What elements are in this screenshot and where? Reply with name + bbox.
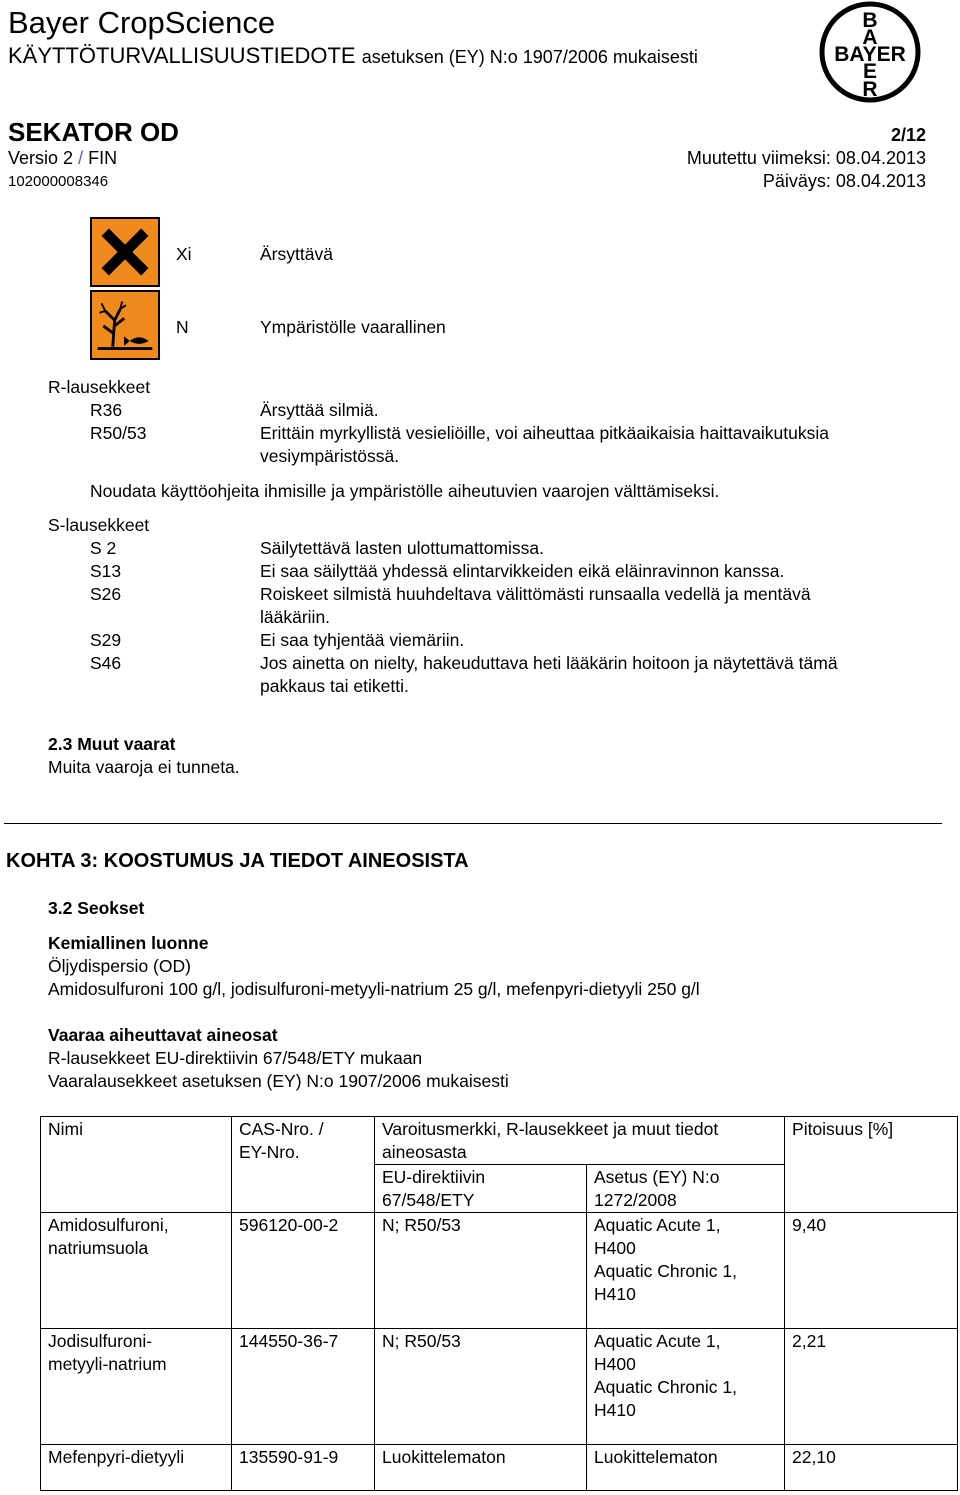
cell-clp: Luokittelematon: [587, 1445, 785, 1491]
r-phrase-text: Ärsyttää silmiä.: [260, 400, 379, 420]
version-info: Versio 2 / FIN: [8, 148, 118, 168]
table-row: [41, 1329, 958, 1445]
mixtures-heading: 3.2 Seokset: [48, 898, 145, 918]
other-hazards-text: Muita vaaroja ei tunneta.: [48, 757, 240, 777]
cell-name: Jodisulfuroni- metyyli-natrium: [41, 1329, 232, 1445]
hazardous-components-heading: Vaaraa aiheuttavat aineosat: [48, 1025, 278, 1045]
r-phrase-code: R50/53: [90, 423, 147, 443]
cell-concentration: 2,21: [785, 1329, 958, 1445]
s-phrase-code: S29: [90, 630, 122, 650]
hazardous-components-text: R-lausekkeet EU-direktiivin 67/548/ETY mukaan: [48, 1048, 423, 1068]
header-hazard: Varoitusmerkki, R-lausekkeet ja muut tiedot aineosasta: [375, 1117, 785, 1165]
cell-cas: 596120-00-2: [232, 1213, 375, 1329]
print-date: Päiväys: 08.04.2013: [762, 171, 926, 191]
chemical-nature-text: Öljydispersio (OD): [48, 956, 191, 976]
document-id: 102000008346: [8, 173, 109, 190]
svg-text:A: A: [862, 26, 878, 49]
r-phrase-text: Erittäin myrkyllistä vesieliöille, voi aiheuttaa pitkäaikaisia haittavaikutuksia: [260, 423, 830, 443]
cell-clp: Aquatic Acute 1, H400 Aquatic Chronic 1, H410: [587, 1329, 785, 1445]
r-phrase-text: vesiympäristössä.: [260, 446, 400, 466]
hazard-text-xi: Ärsyttävä: [260, 244, 333, 264]
s-phrase-text: Roiskeet silmistä huuhdeltava välittömästi runsaalla vedellä ja mentävä: [260, 584, 811, 604]
chemical-nature-heading: Kemiallinen luonne: [48, 933, 209, 953]
cell-eu: Luokittelematon: [375, 1445, 587, 1491]
s-phrase-code: S13: [90, 561, 122, 581]
s-phrase-text: Ei saa tyhjentää viemäriin.: [260, 630, 465, 650]
cell-cas: 135590-91-9: [232, 1445, 375, 1491]
s-phrase-code: S46: [90, 653, 122, 673]
cell-name: Amidosulfuroni, natriumsuola: [41, 1213, 232, 1329]
r-phrase-code: R36: [90, 400, 123, 420]
header-clp: Asetus (EY) N:o 1272/2008: [587, 1165, 785, 1213]
s-phrase-code: S26: [90, 584, 122, 604]
chemical-nature-text: Amidosulfuroni 100 g/l, jodisulfuroni-metyyli-natrium 25 g/l, mefenpyri-dietyyli 250 g/l: [48, 979, 700, 999]
hazardous-components-text: Vaaralausekkeet asetuksen (EY) N:o 1907/2006 mukaisesti: [48, 1071, 509, 1091]
page-number: 2/12: [890, 125, 926, 145]
svg-text:BAYER: BAYER: [834, 43, 906, 66]
regulation-reference: asetuksen (EY) N:o 1907/2006 mukaisesti: [361, 47, 698, 67]
section-divider: [4, 823, 942, 824]
cell-eu: N; R50/53: [375, 1329, 587, 1445]
svg-text:B: B: [862, 9, 878, 32]
hazard-code-xi: Xi: [176, 244, 192, 264]
header-concentration: Pitoisuus [%]: [785, 1117, 958, 1213]
document-title: [8, 42, 698, 71]
other-hazards-heading: 2.3 Muut vaarat: [48, 734, 176, 754]
s-phrase-text: lääkäriin.: [260, 607, 331, 627]
table-row: [41, 1213, 958, 1329]
hazard-text-n: Ympäristölle vaarallinen: [260, 317, 446, 337]
section-title: KOHTA 3: KOOSTUMUS JA TIEDOT AINEOSISTA: [6, 850, 469, 872]
cell-concentration: 22,10: [785, 1445, 958, 1491]
harmful-cross-icon: [90, 217, 160, 287]
header-name: Nimi: [41, 1117, 232, 1213]
cell-eu: N; R50/53: [375, 1213, 587, 1329]
s-phrase-text: Säilytettävä lasten ulottumattomissa.: [260, 538, 545, 558]
document-type: KÄYTTÖTURVALLISUUSTIEDOTE: [8, 43, 356, 68]
s-phrase-text: pakkaus tai etiketti.: [260, 676, 409, 696]
bayer-logo: [818, 0, 922, 104]
table-header-row: [41, 1117, 958, 1165]
svg-text:R: R: [862, 78, 878, 101]
modified-date: Muutettu viimeksi: 08.04.2013: [686, 148, 926, 168]
hazard-code-n: N: [176, 317, 189, 337]
table-row: [41, 1445, 958, 1491]
header-cas: CAS-Nro. / EY-Nro.: [232, 1117, 375, 1213]
svg-text:E: E: [862, 60, 878, 83]
r-phrases-heading: R-lausekkeet: [48, 377, 151, 397]
dead-tree-fish-icon: [90, 290, 160, 360]
header-eu-directive: EU-direktiivin 67/548/ETY: [375, 1165, 587, 1213]
safety-instruction: Noudata käyttöohjeita ihmisille ja ympäristölle aiheutuvien vaarojen välttämiseksi.: [90, 481, 720, 501]
s-phrase-text: Ei saa säilyttää yhdessä elintarvikkeiden eikä eläinravinnon kanssa.: [260, 561, 785, 581]
cell-name: Mefenpyri-dietyyli: [41, 1445, 232, 1491]
s-phrases-heading: S-lausekkeet: [48, 515, 150, 535]
s-phrase-text: Jos ainetta on nielty, hakeuduttava heti lääkärin hoitoon ja näytettävä tämä: [260, 653, 838, 673]
cell-concentration: 9,40: [785, 1213, 958, 1329]
cell-cas: 144550-36-7: [232, 1329, 375, 1445]
ingredients-table: [40, 1116, 958, 1491]
company-name: Bayer CropScience: [8, 5, 276, 40]
product-name: SEKATOR OD: [8, 117, 179, 147]
s-phrase-code: S 2: [90, 538, 117, 558]
cell-clp: Aquatic Acute 1, H400 Aquatic Chronic 1, H410: [587, 1213, 785, 1329]
